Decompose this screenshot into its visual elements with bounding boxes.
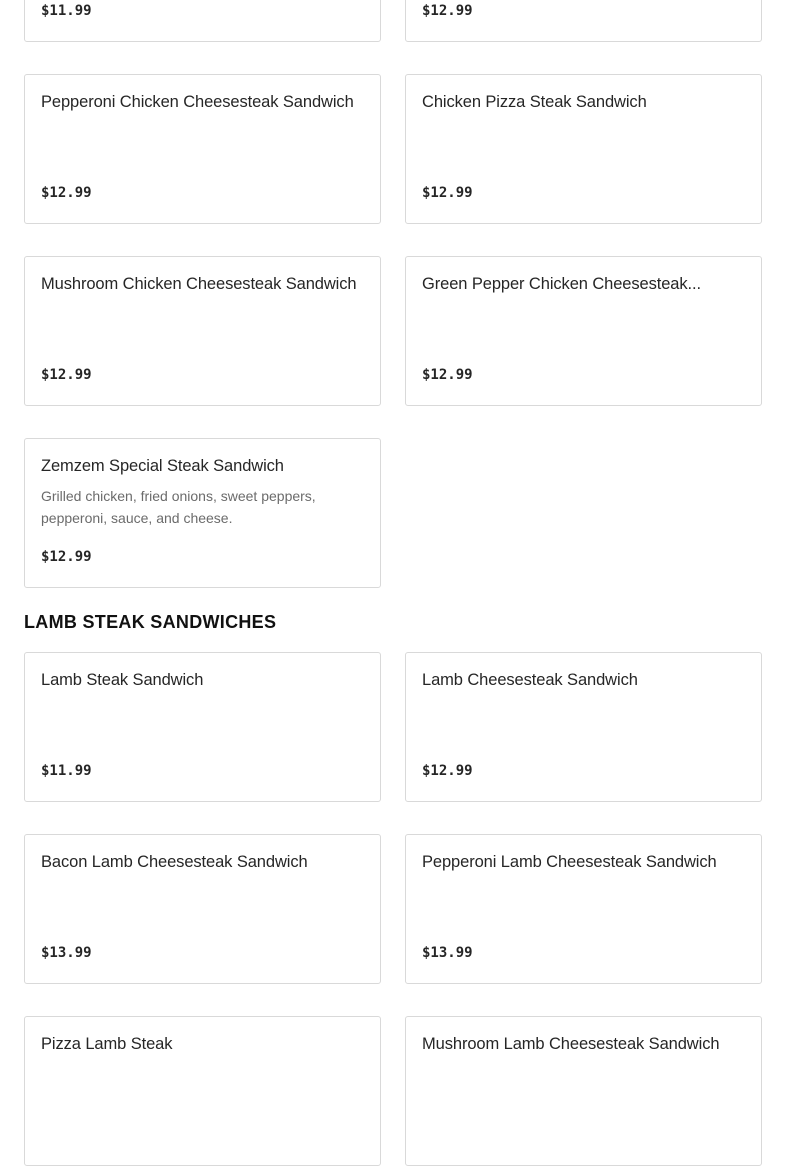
menu-item-card[interactable] [405, 834, 762, 984]
item-name: Chicken Pizza Steak Sandwich [422, 93, 647, 111]
item-name: Pepperoni Lamb Cheesesteak Sandwich [422, 853, 717, 871]
menu-item-card[interactable] [24, 834, 381, 984]
item-price: $12.99 [422, 763, 473, 779]
item-name: Pizza Lamb Steak [41, 1035, 173, 1053]
item-price: $12.99 [41, 367, 92, 383]
item-price: $12.99 [422, 185, 473, 201]
item-name: Green Pepper Chicken Cheesesteak... [422, 275, 701, 293]
menu-item-card[interactable] [405, 74, 762, 224]
menu-item-card[interactable] [405, 1016, 762, 1166]
menu-item-card[interactable] [24, 74, 381, 224]
item-name: Mushroom Lamb Cheesesteak Sandwich [422, 1035, 720, 1053]
item-name: Zemzem Special Steak Sandwich [41, 457, 284, 475]
menu-item-card[interactable] [24, 652, 381, 802]
item-price: $11.99 [41, 763, 92, 779]
item-price: $12.99 [422, 3, 473, 19]
menu-item-card[interactable] [24, 1016, 381, 1166]
menu-item-card[interactable] [24, 256, 381, 406]
menu-item-card[interactable] [24, 438, 381, 588]
item-price: $13.99 [41, 945, 92, 961]
menu-item-card[interactable] [405, 256, 762, 406]
item-price: $13.99 [422, 945, 473, 961]
item-name: Pepperoni Chicken Cheesesteak Sandwich [41, 93, 354, 111]
item-price: $12.99 [422, 367, 473, 383]
item-description: Grilled chicken, fried onions, sweet peppers, pepperoni, sauce, and cheese. [41, 488, 316, 526]
item-name: Mushroom Chicken Cheesesteak Sandwich [41, 275, 357, 293]
item-price: $11.99 [41, 3, 92, 19]
item-price: $12.99 [41, 185, 92, 201]
item-price: $12.99 [41, 549, 92, 565]
item-name: Bacon Lamb Cheesesteak Sandwich [41, 853, 308, 871]
menu-item-card[interactable] [24, 0, 381, 42]
item-name: Lamb Cheesesteak Sandwich [422, 671, 638, 689]
menu-item-card[interactable] [405, 0, 762, 42]
section-heading: LAMB STEAK SANDWICHES [24, 612, 277, 632]
menu-item-card[interactable] [405, 652, 762, 802]
item-name: Lamb Steak Sandwich [41, 671, 204, 689]
